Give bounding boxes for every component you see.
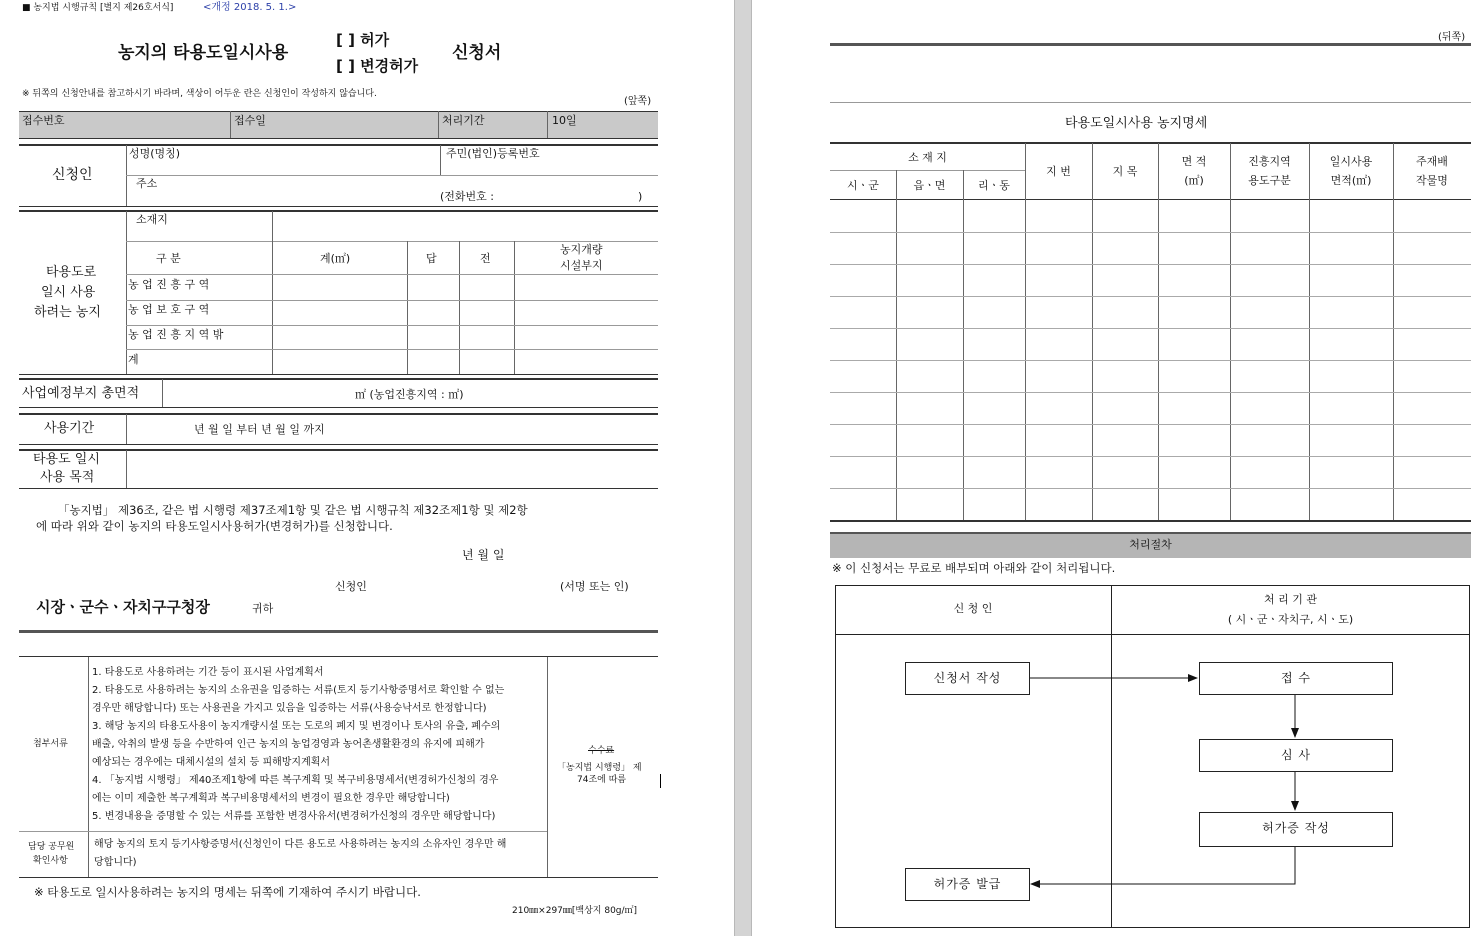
flow-arrows — [752, 0, 1476, 936]
land-location-label: 소재지 — [136, 213, 168, 226]
col-main-crop: 주재배 — [1416, 155, 1448, 168]
step-issue-permit: 허가증 발급 — [905, 868, 1030, 901]
col-main-crop-2: 작물명 — [1416, 174, 1448, 187]
land-col-facility: 농지개량 — [560, 243, 603, 256]
col-lot-number: 지 번 — [1046, 165, 1071, 178]
text-cursor — [660, 774, 661, 788]
usage-period-label: 사용기간 — [44, 421, 95, 436]
applicant-name-label: 성명(명칭) — [129, 147, 181, 160]
officer-check-text: 해당 농지의 토지 등기사항증명서(신청인이 다른 용도로 사용하려는 농지의 소유자인 경우만 해 — [94, 839, 507, 850]
col-area-unit: (㎡) — [1184, 174, 1204, 187]
col-temporary-area: 일시사용 — [1329, 155, 1373, 168]
attachment-item: 배출, 악취의 발생 등을 수반하여 인근 농지의 농업경영과 농어촌생활환경의 유지에 피해가 — [92, 739, 485, 750]
col-land-category: 지 목 — [1112, 165, 1138, 178]
title-option-change-permit: [ ] 변경허가 — [336, 57, 419, 75]
arrow-permit-to-issue — [1031, 847, 1295, 884]
signer-label: 신청인 — [335, 580, 367, 593]
col-area: 면 적 — [1181, 155, 1207, 168]
applicant-section-label: 신청인 — [52, 167, 93, 183]
applicant-phone-close: ) — [638, 190, 643, 203]
attachment-item: 경우만 해당합니다) 또는 사용권을 가지고 있음을 입증하는 서류(사용승낙서로 한정합니다) — [92, 703, 487, 714]
attachment-item: 1. 타용도로 사용하려는 기간 등이 표시된 사업계획서 — [92, 667, 324, 678]
attachment-item: 4. 「농지법 시행령」 제40조제1항에 따른 복구계획 및 복구비용명세서(변경허가신청의 경우 — [92, 775, 499, 786]
processing-period-label: 처리기간 — [442, 114, 485, 127]
signature-hint: (서명 또는 인) — [560, 580, 629, 593]
fee-label: 수수료 — [588, 746, 615, 756]
applicant-address-label: 주소 — [136, 177, 158, 190]
page-marker-front: (앞쪽) — [624, 96, 652, 107]
land-row-label: 계 — [128, 353, 139, 366]
land-col-total: 계(㎡) — [320, 252, 351, 265]
instruction-note: ※ 뒤쪽의 신청안내를 참고하시기 바라며, 색상이 어두운 란은 신청인이 작성하지 않습니다. — [22, 89, 377, 99]
land-col-field: 전 — [480, 252, 491, 265]
application-date: 년 월 일 — [462, 548, 505, 562]
land-col-category: 구 분 — [156, 252, 181, 265]
back-page — [752, 0, 1476, 936]
fee-basis: 「농지법 시행령」 제 — [557, 763, 642, 773]
processing-period-value: 10일 — [552, 114, 577, 127]
form-header-note: ■ 농지법 시행규칙 [별지 제26호서식] — [22, 3, 174, 13]
col-ri-dong: 리ㆍ동 — [978, 179, 1010, 192]
step-review: 심 사 — [1199, 739, 1393, 772]
land-col-paddy: 답 — [426, 252, 437, 265]
applicant-phone-label: (전화번호 : — [440, 190, 494, 203]
attachment-item: 에는 이미 제출한 복구계획과 복구비용명세서의 변경이 필요한 경우만 해당합니다) — [92, 793, 450, 804]
usage-period-value: 년 월 일 부터 년 월 일 까지 — [194, 423, 325, 436]
receipt-date-label: 접수일 — [234, 114, 266, 127]
paper-size: 210㎜×297㎜[백상지 80g/㎡] — [512, 906, 638, 916]
col-temporary-area-2: 면적(㎡) — [1330, 174, 1372, 187]
declaration-text: 「농지법」 제36조, 같은 법 시행령 제37조제1항 및 같은 법 시행규칙 제32조제1항 및 제2항 — [58, 503, 528, 517]
recipient-suffix: 귀하 — [252, 602, 274, 615]
form-title-suffix: 신청서 — [452, 43, 502, 63]
attachments-label: 첨부서류 — [33, 739, 68, 749]
recipient: 시장ㆍ군수ㆍ자치구구청장 — [36, 598, 210, 616]
total-area-label: 사업예정부지 총면적 — [22, 386, 140, 401]
flow-col-agency-2: ( 시ㆍ군ㆍ자치구, 시ㆍ도) — [1227, 613, 1354, 626]
title-option-permit: [ ] 허가 — [336, 31, 390, 49]
front-page — [0, 0, 734, 936]
declaration-text-2: 에 따라 위와 같이 농지의 타용도일시사용허가(변경허가)를 신청합니다. — [36, 519, 393, 533]
attachment-item: 5. 변경내용을 증명할 수 있는 서류를 포함한 변경사유서(변경허가신청의 경우만 해당합니다) — [92, 811, 496, 822]
footer-note: ※ 타용도로 일시사용하려는 농지의 명세는 뒤쪽에 기재하여 주시기 바랍니다. — [34, 885, 421, 899]
land-row-label: 농 업 진 흥 지 역 밖 — [128, 328, 224, 341]
form-revision: <개정 2018. 5. 1.> — [203, 2, 297, 13]
attachment-item: 3. 해당 농지의 타용도사용이 농지개량시설 또는 도로의 폐지 및 변경이나 토사의 유출, 폐수의 — [92, 721, 501, 732]
land-row-label: 농 업 진 흥 구 역 — [128, 278, 210, 291]
fee-basis-2: 74조에 따름 — [577, 775, 627, 785]
officer-check-label: 담당 공무원 — [28, 842, 75, 852]
page-marker-back: (뒤쪽) — [1438, 32, 1466, 43]
property-table-title: 타용도일시사용 농지명세 — [1065, 116, 1208, 131]
land-row-label: 농 업 보 호 구 역 — [128, 303, 210, 316]
page-gutter — [734, 0, 752, 936]
col-zone: 진흥지역 — [1248, 155, 1291, 168]
step-receive: 접 수 — [1199, 662, 1393, 695]
officer-check-label-2: 확인사항 — [33, 856, 68, 866]
attachment-list — [92, 664, 504, 826]
col-location: 소 재 지 — [908, 151, 947, 164]
receipt-number-label: 접수번호 — [22, 114, 65, 127]
total-area-value: ㎡ (농업진흥지역 : ㎡) — [355, 388, 464, 401]
land-section-label: 타용도로 — [46, 265, 97, 280]
col-eup-myeon: 읍ㆍ면 — [913, 179, 946, 192]
applicant-reg-label: 주민(법인)등록번호 — [446, 147, 540, 160]
procedure-title: 처리절차 — [1129, 538, 1172, 551]
attachment-item: 2. 타용도로 사용하려는 농지의 소유권을 입증하는 서류(토지 등기사항증명서로 확인할 수 없는 — [92, 685, 505, 696]
form-title: 농지의 타용도일시사용 — [118, 43, 289, 63]
flow-col-applicant: 신 청 인 — [953, 602, 993, 615]
officer-check-text-2: 당합니다) — [94, 857, 137, 868]
step-write-application: 신청서 작성 — [905, 662, 1030, 695]
step-write-permit: 허가증 작성 — [1199, 812, 1393, 847]
land-col-facility-2: 시설부지 — [560, 259, 603, 272]
usage-purpose-label: 타용도 일시 — [33, 452, 100, 467]
attachment-item: 예상되는 경우에는 대체시설의 설치 등 피해방지계획서 — [92, 757, 331, 768]
usage-purpose-label-2: 사용 목적 — [40, 470, 95, 485]
land-section-label-2: 일시 사용 — [41, 285, 96, 300]
flow-col-agency: 처 리 기 관 — [1264, 593, 1317, 606]
col-zone-2: 용도구분 — [1248, 174, 1291, 187]
col-si-gun: 시ㆍ군 — [847, 179, 879, 192]
land-section-label-3: 하려는 농지 — [34, 305, 101, 320]
procedure-note: ※ 이 신청서는 무료로 배부되며 아래와 같이 처리됩니다. — [832, 561, 1116, 575]
